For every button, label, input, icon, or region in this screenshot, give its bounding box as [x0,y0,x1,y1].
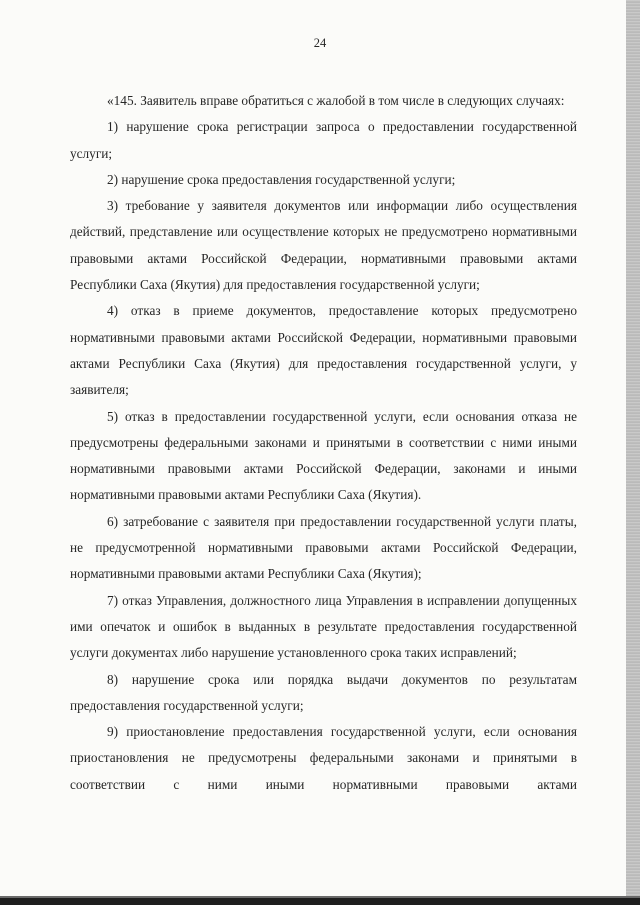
list-item-4: 4) отказ в приеме документов, предоставление которых предусмотрено нормативными правовыми актами Российской Федерации, нормативными правовыми актами Республики Саха (Якутия) для предоставления государственной услуги, у заявителя; [70,303,577,398]
list-item-1: 1) нарушение срока регистрации запроса о предоставлении государственной услуги; [70,119,577,161]
list-item-3: 3) требование у заявителя документов или информации либо осуществления действий, представление или осуществление которых не предусмотрено нормативными правовыми актами Российской Федерации, нормативными правовыми актами Республики Саха (Якутия) для предоставления государственной услуги; [70,198,577,293]
scan-edge-bottom [0,898,640,905]
list-item-6: 6) затребование с заявителя при предоставлении государственной услуги платы, не предусмотренной нормативными правовыми актами Российской Федерации, нормативными правовыми актами Республики Саха (Якутия); [70,513,577,582]
list-item-7: 7) отказ Управления, должностного лица Управления в исправлении допущенных ими опечаток и ошибок в выданных в результате предоставления государственной услуги документах либо нарушение установленного срока таких исправлений; [70,592,577,661]
list-item-8: 8) нарушение срока или порядка выдачи документов по результатам предоставления государственной услуги; [70,671,577,713]
document-body [70,88,577,798]
list-item-2: 2) нарушение срока предоставления государственной услуги; [107,171,456,187]
list-item-9: 9) приостановление предоставления государственной услуги, если основания приостановления не предусмотрены федеральными законами и принятыми в соответствии с ними иными нормативными правовыми актами [70,724,577,792]
paragraph-145-intro: «145. Заявитель вправе обратиться с жалобой в том числе в следующих случаях: [107,93,565,108]
page-number: 24 [313,36,327,50]
scan-edge-right [626,0,640,905]
list-item-5: 5) отказ в предоставлении государственной услуги, если основания отказа не предусмотрены федеральными законами и принятыми в соответствии с ними иными нормативными правовыми актами Российской Федерации, законами и иными нормативными правовыми актами Республики Саха (Якутия). [70,408,577,503]
